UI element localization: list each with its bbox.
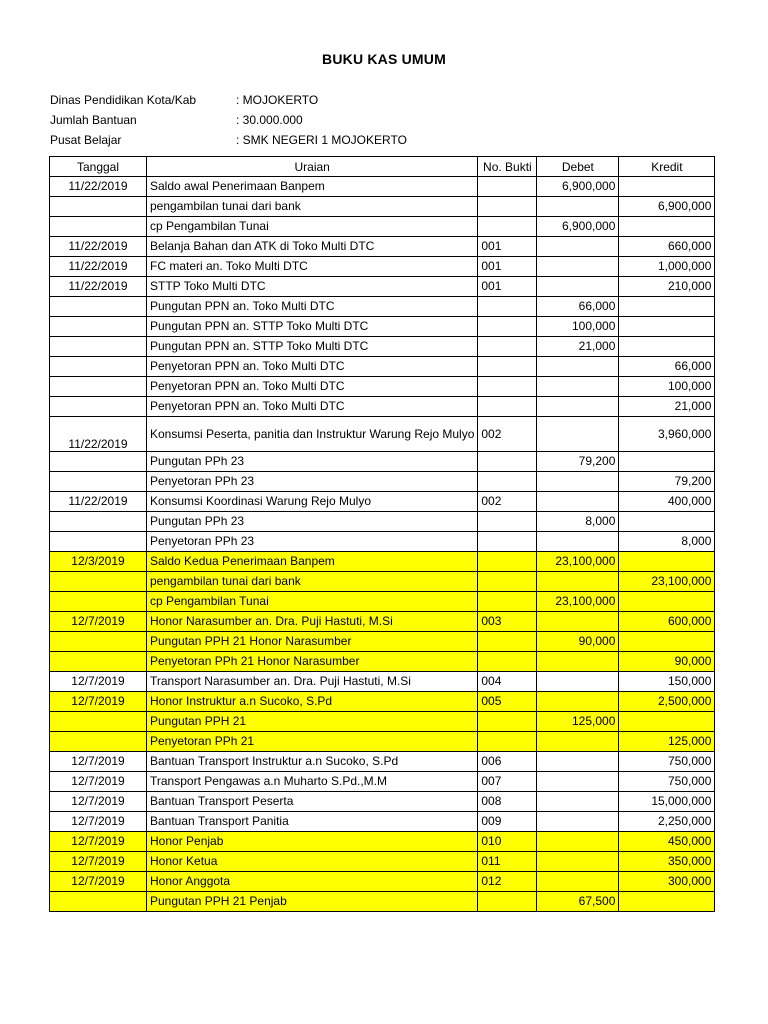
cell-tanggal: 11/22/2019 [50, 177, 147, 197]
cell-bukti: 001 [478, 237, 537, 257]
cell-bukti [478, 572, 537, 592]
cell-bukti [478, 652, 537, 672]
cell-tanggal [50, 337, 147, 357]
info-value: : MOJOKERTO [236, 93, 319, 107]
cell-debet: 23,100,000 [537, 552, 619, 572]
table-row [50, 492, 715, 512]
cell-debet [537, 652, 619, 672]
table-row [50, 317, 715, 337]
cell-debet [537, 417, 619, 452]
cell-bukti [478, 217, 537, 237]
cell-uraian: Belanja Bahan dan ATK di Toko Multi DTC [147, 237, 478, 257]
cell-bukti: 012 [478, 872, 537, 892]
cell-kredit: 150,000 [619, 672, 715, 692]
cell-bukti: 002 [478, 417, 537, 452]
cell-uraian: Penyetoran PPN an. Toko Multi DTC [147, 377, 478, 397]
cell-debet: 90,000 [537, 632, 619, 652]
cell-tanggal [50, 512, 147, 532]
cell-kredit: 300,000 [619, 872, 715, 892]
cell-debet [537, 732, 619, 752]
cell-uraian: Pungutan PPh 23 [147, 452, 478, 472]
header-debet: Debet [537, 157, 619, 177]
cell-tanggal: 12/7/2019 [50, 832, 147, 852]
cell-uraian: Pungutan PPH 21 Honor Narasumber [147, 632, 478, 652]
table-row [50, 452, 715, 472]
cell-kredit: 79,200 [619, 472, 715, 492]
cell-debet [537, 672, 619, 692]
cell-bukti: 010 [478, 832, 537, 852]
cell-kredit: 125,000 [619, 732, 715, 752]
cell-kredit: 23,100,000 [619, 572, 715, 592]
cell-debet [537, 357, 619, 377]
info-value: : SMK NEGERI 1 MOJOKERTO [236, 133, 407, 147]
table-row [50, 592, 715, 612]
cell-debet: 100,000 [537, 317, 619, 337]
cell-kredit: 350,000 [619, 852, 715, 872]
cell-kredit: 2,500,000 [619, 692, 715, 712]
cell-tanggal [50, 592, 147, 612]
cell-debet [537, 257, 619, 277]
cell-uraian: Konsumsi Peserta, panitia dan Instruktur Warung Rejo Mulyo [147, 417, 478, 452]
cell-uraian: cp Pengambilan Tunai [147, 217, 478, 237]
info-row-jumlah [50, 110, 407, 130]
cell-bukti [478, 732, 537, 752]
cell-tanggal: 12/7/2019 [50, 812, 147, 832]
cell-kredit [619, 552, 715, 572]
header-uraian: Uraian [147, 157, 478, 177]
cell-kredit [619, 512, 715, 532]
cell-kredit: 660,000 [619, 237, 715, 257]
table-row [50, 237, 715, 257]
info-label: Dinas Pendidikan Kota/Kab [50, 93, 197, 107]
table-row [50, 632, 715, 652]
cell-kredit [619, 297, 715, 317]
cell-tanggal [50, 197, 147, 217]
cell-debet: 79,200 [537, 452, 619, 472]
cell-debet [537, 472, 619, 492]
cell-tanggal [50, 317, 147, 337]
table-row [50, 337, 715, 357]
cell-bukti [478, 337, 537, 357]
cell-debet [537, 792, 619, 812]
info-label: Pusat Belajar [50, 133, 122, 147]
table-row [50, 472, 715, 492]
table-row [50, 732, 715, 752]
table-row [50, 892, 715, 912]
cell-kredit [619, 317, 715, 337]
cell-kredit: 6,900,000 [619, 197, 715, 217]
cell-uraian: pengambilan tunai dari bank [147, 197, 478, 217]
cell-tanggal: 12/7/2019 [50, 792, 147, 812]
table-row [50, 672, 715, 692]
ledger-body [50, 177, 715, 912]
table-row [50, 792, 715, 812]
cell-uraian: Bantuan Transport Instruktur a.n Sucoko, S.Pd [147, 752, 478, 772]
info-value: : 30.000.000 [236, 113, 303, 127]
cell-kredit: 66,000 [619, 357, 715, 377]
cell-bukti [478, 512, 537, 532]
cell-uraian: FC materi an. Toko Multi DTC [147, 257, 478, 277]
cell-tanggal [50, 892, 147, 912]
cell-tanggal: 12/7/2019 [50, 612, 147, 632]
cell-kredit [619, 337, 715, 357]
table-row [50, 852, 715, 872]
cell-kredit [619, 632, 715, 652]
cell-bukti [478, 397, 537, 417]
table-row [50, 357, 715, 377]
cell-debet [537, 532, 619, 552]
table-row [50, 832, 715, 852]
info-row-dinas [50, 90, 407, 110]
cell-tanggal [50, 472, 147, 492]
cell-tanggal: 11/22/2019 [50, 257, 147, 277]
cell-debet [537, 277, 619, 297]
cell-debet [537, 197, 619, 217]
table-row [50, 652, 715, 672]
cell-tanggal [50, 357, 147, 377]
cell-uraian: Honor Anggota [147, 872, 478, 892]
cell-kredit [619, 217, 715, 237]
cell-tanggal [50, 532, 147, 552]
cell-bukti [478, 712, 537, 732]
cell-kredit: 450,000 [619, 832, 715, 852]
cell-bukti [478, 592, 537, 612]
table-row [50, 872, 715, 892]
table-row [50, 532, 715, 552]
cell-bukti [478, 297, 537, 317]
table-row [50, 297, 715, 317]
cell-kredit: 400,000 [619, 492, 715, 512]
table-row [50, 812, 715, 832]
cell-uraian: pengambilan tunai dari bank [147, 572, 478, 592]
cell-bukti: 008 [478, 792, 537, 812]
cell-kredit [619, 712, 715, 732]
cell-uraian: Penyetoran PPN an. Toko Multi DTC [147, 397, 478, 417]
cell-bukti [478, 177, 537, 197]
cell-tanggal: 12/7/2019 [50, 752, 147, 772]
table-row [50, 257, 715, 277]
cell-debet: 6,900,000 [537, 177, 619, 197]
table-row [50, 752, 715, 772]
cell-debet [537, 872, 619, 892]
table-row [50, 417, 715, 452]
info-label: Jumlah Bantuan [50, 113, 137, 127]
cell-tanggal [50, 632, 147, 652]
cell-uraian: Pungutan PPH 21 [147, 712, 478, 732]
cell-kredit: 15,000,000 [619, 792, 715, 812]
cell-bukti: 001 [478, 257, 537, 277]
cell-debet [537, 692, 619, 712]
cell-debet [537, 377, 619, 397]
cell-uraian: Penyetoran PPh 21 Honor Narasumber [147, 652, 478, 672]
table-row [50, 772, 715, 792]
cell-uraian: Penyetoran PPN an. Toko Multi DTC [147, 357, 478, 377]
info-row-pusat [50, 130, 407, 150]
cell-uraian: Transport Narasumber an. Dra. Puji Hastuti, M.Si [147, 672, 478, 692]
cell-uraian: Saldo awal Penerimaan Banpem [147, 177, 478, 197]
cell-uraian: Pungutan PPN an. STTP Toko Multi DTC [147, 337, 478, 357]
cell-uraian: Konsumsi Koordinasi Warung Rejo Mulyo [147, 492, 478, 512]
cell-tanggal [50, 652, 147, 672]
cell-bukti: 002 [478, 492, 537, 512]
cell-tanggal [50, 297, 147, 317]
cell-tanggal [50, 217, 147, 237]
table-row [50, 397, 715, 417]
cell-debet [537, 397, 619, 417]
cell-kredit: 90,000 [619, 652, 715, 672]
cell-uraian: Pungutan PPN an. STTP Toko Multi DTC [147, 317, 478, 337]
cell-uraian: Bantuan Transport Panitia [147, 812, 478, 832]
cell-uraian: Pungutan PPN an. Toko Multi DTC [147, 297, 478, 317]
table-row [50, 712, 715, 732]
cell-bukti [478, 197, 537, 217]
cell-bukti [478, 357, 537, 377]
cell-debet: 66,000 [537, 297, 619, 317]
table-row [50, 552, 715, 572]
cell-uraian: Transport Pengawas a.n Muharto S.Pd.,M.M [147, 772, 478, 792]
cell-uraian: cp Pengambilan Tunai [147, 592, 478, 612]
cell-debet [537, 772, 619, 792]
cell-kredit: 100,000 [619, 377, 715, 397]
cell-debet [537, 492, 619, 512]
cell-bukti: 006 [478, 752, 537, 772]
header-bukti: No. Bukti [478, 157, 537, 177]
cell-tanggal: 11/22/2019 [50, 492, 147, 512]
header-kredit: Kredit [619, 157, 715, 177]
cell-kredit: 21,000 [619, 397, 715, 417]
cell-bukti: 003 [478, 612, 537, 632]
table-row [50, 377, 715, 397]
cell-uraian: Honor Ketua [147, 852, 478, 872]
cell-debet [537, 237, 619, 257]
cell-uraian: Bantuan Transport Peserta [147, 792, 478, 812]
cell-bukti [478, 472, 537, 492]
cell-uraian: Pungutan PPH 21 Penjab [147, 892, 478, 912]
header-info [50, 90, 407, 150]
cell-debet [537, 572, 619, 592]
cell-debet [537, 832, 619, 852]
cell-kredit: 600,000 [619, 612, 715, 632]
page-title: BUKU KAS UMUM [322, 51, 446, 67]
cell-uraian: Pungutan PPh 23 [147, 512, 478, 532]
cell-debet [537, 612, 619, 632]
cell-bukti: 005 [478, 692, 537, 712]
cell-debet: 6,900,000 [537, 217, 619, 237]
cell-tanggal: 12/7/2019 [50, 692, 147, 712]
cell-tanggal: 12/7/2019 [50, 852, 147, 872]
cell-tanggal: 11/22/2019 [50, 237, 147, 257]
cell-kredit: 8,000 [619, 532, 715, 552]
cell-tanggal: 11/22/2019 [50, 277, 147, 297]
cell-bukti [478, 532, 537, 552]
table-row [50, 277, 715, 297]
cell-kredit: 1,000,000 [619, 257, 715, 277]
cell-bukti [478, 377, 537, 397]
cell-kredit: 2,250,000 [619, 812, 715, 832]
cell-tanggal: 12/7/2019 [50, 872, 147, 892]
table-row [50, 612, 715, 632]
cell-debet: 21,000 [537, 337, 619, 357]
ledger-table [49, 156, 715, 912]
cell-tanggal [50, 377, 147, 397]
cell-kredit: 750,000 [619, 772, 715, 792]
table-row [50, 177, 715, 197]
cell-uraian: Penyetoran PPh 23 [147, 532, 478, 552]
cell-debet: 125,000 [537, 712, 619, 732]
cell-tanggal: 12/7/2019 [50, 672, 147, 692]
cell-bukti [478, 552, 537, 572]
cell-uraian: Honor Penjab [147, 832, 478, 852]
cell-tanggal [50, 452, 147, 472]
header-tanggal: Tanggal [50, 157, 147, 177]
cell-uraian: Saldo Kedua Penerimaan Banpem [147, 552, 478, 572]
cell-tanggal [50, 572, 147, 592]
cell-tanggal [50, 732, 147, 752]
cell-kredit: 3,960,000 [619, 417, 715, 452]
cell-bukti: 004 [478, 672, 537, 692]
cell-bukti [478, 452, 537, 472]
cell-bukti: 009 [478, 812, 537, 832]
cell-bukti [478, 317, 537, 337]
table-row [50, 512, 715, 532]
cell-debet [537, 852, 619, 872]
cell-uraian: Penyetoran PPh 21 [147, 732, 478, 752]
cell-kredit [619, 892, 715, 912]
table-row [50, 197, 715, 217]
cell-tanggal [50, 712, 147, 732]
table-row [50, 572, 715, 592]
cell-bukti: 001 [478, 277, 537, 297]
cell-bukti [478, 632, 537, 652]
cell-kredit [619, 177, 715, 197]
cell-debet [537, 812, 619, 832]
cell-uraian: STTP Toko Multi DTC [147, 277, 478, 297]
cell-tanggal: 11/22/2019 [50, 417, 147, 452]
cell-uraian: Honor Instruktur a.n Sucoko, S.Pd [147, 692, 478, 712]
cell-kredit: 750,000 [619, 752, 715, 772]
cell-bukti: 007 [478, 772, 537, 792]
cell-debet: 67,500 [537, 892, 619, 912]
cell-debet [537, 752, 619, 772]
cell-kredit: 210,000 [619, 277, 715, 297]
cell-tanggal: 12/7/2019 [50, 772, 147, 792]
cell-bukti [478, 892, 537, 912]
table-row [50, 692, 715, 712]
cell-uraian: Penyetoran PPh 23 [147, 472, 478, 492]
cell-debet: 8,000 [537, 512, 619, 532]
cell-tanggal [50, 397, 147, 417]
cell-debet: 23,100,000 [537, 592, 619, 612]
cell-kredit [619, 592, 715, 612]
cell-tanggal: 12/3/2019 [50, 552, 147, 572]
cell-uraian: Honor Narasumber an. Dra. Puji Hastuti, M.Si [147, 612, 478, 632]
cell-kredit [619, 452, 715, 472]
cell-bukti: 011 [478, 852, 537, 872]
table-row [50, 217, 715, 237]
table-header-row [50, 157, 715, 177]
